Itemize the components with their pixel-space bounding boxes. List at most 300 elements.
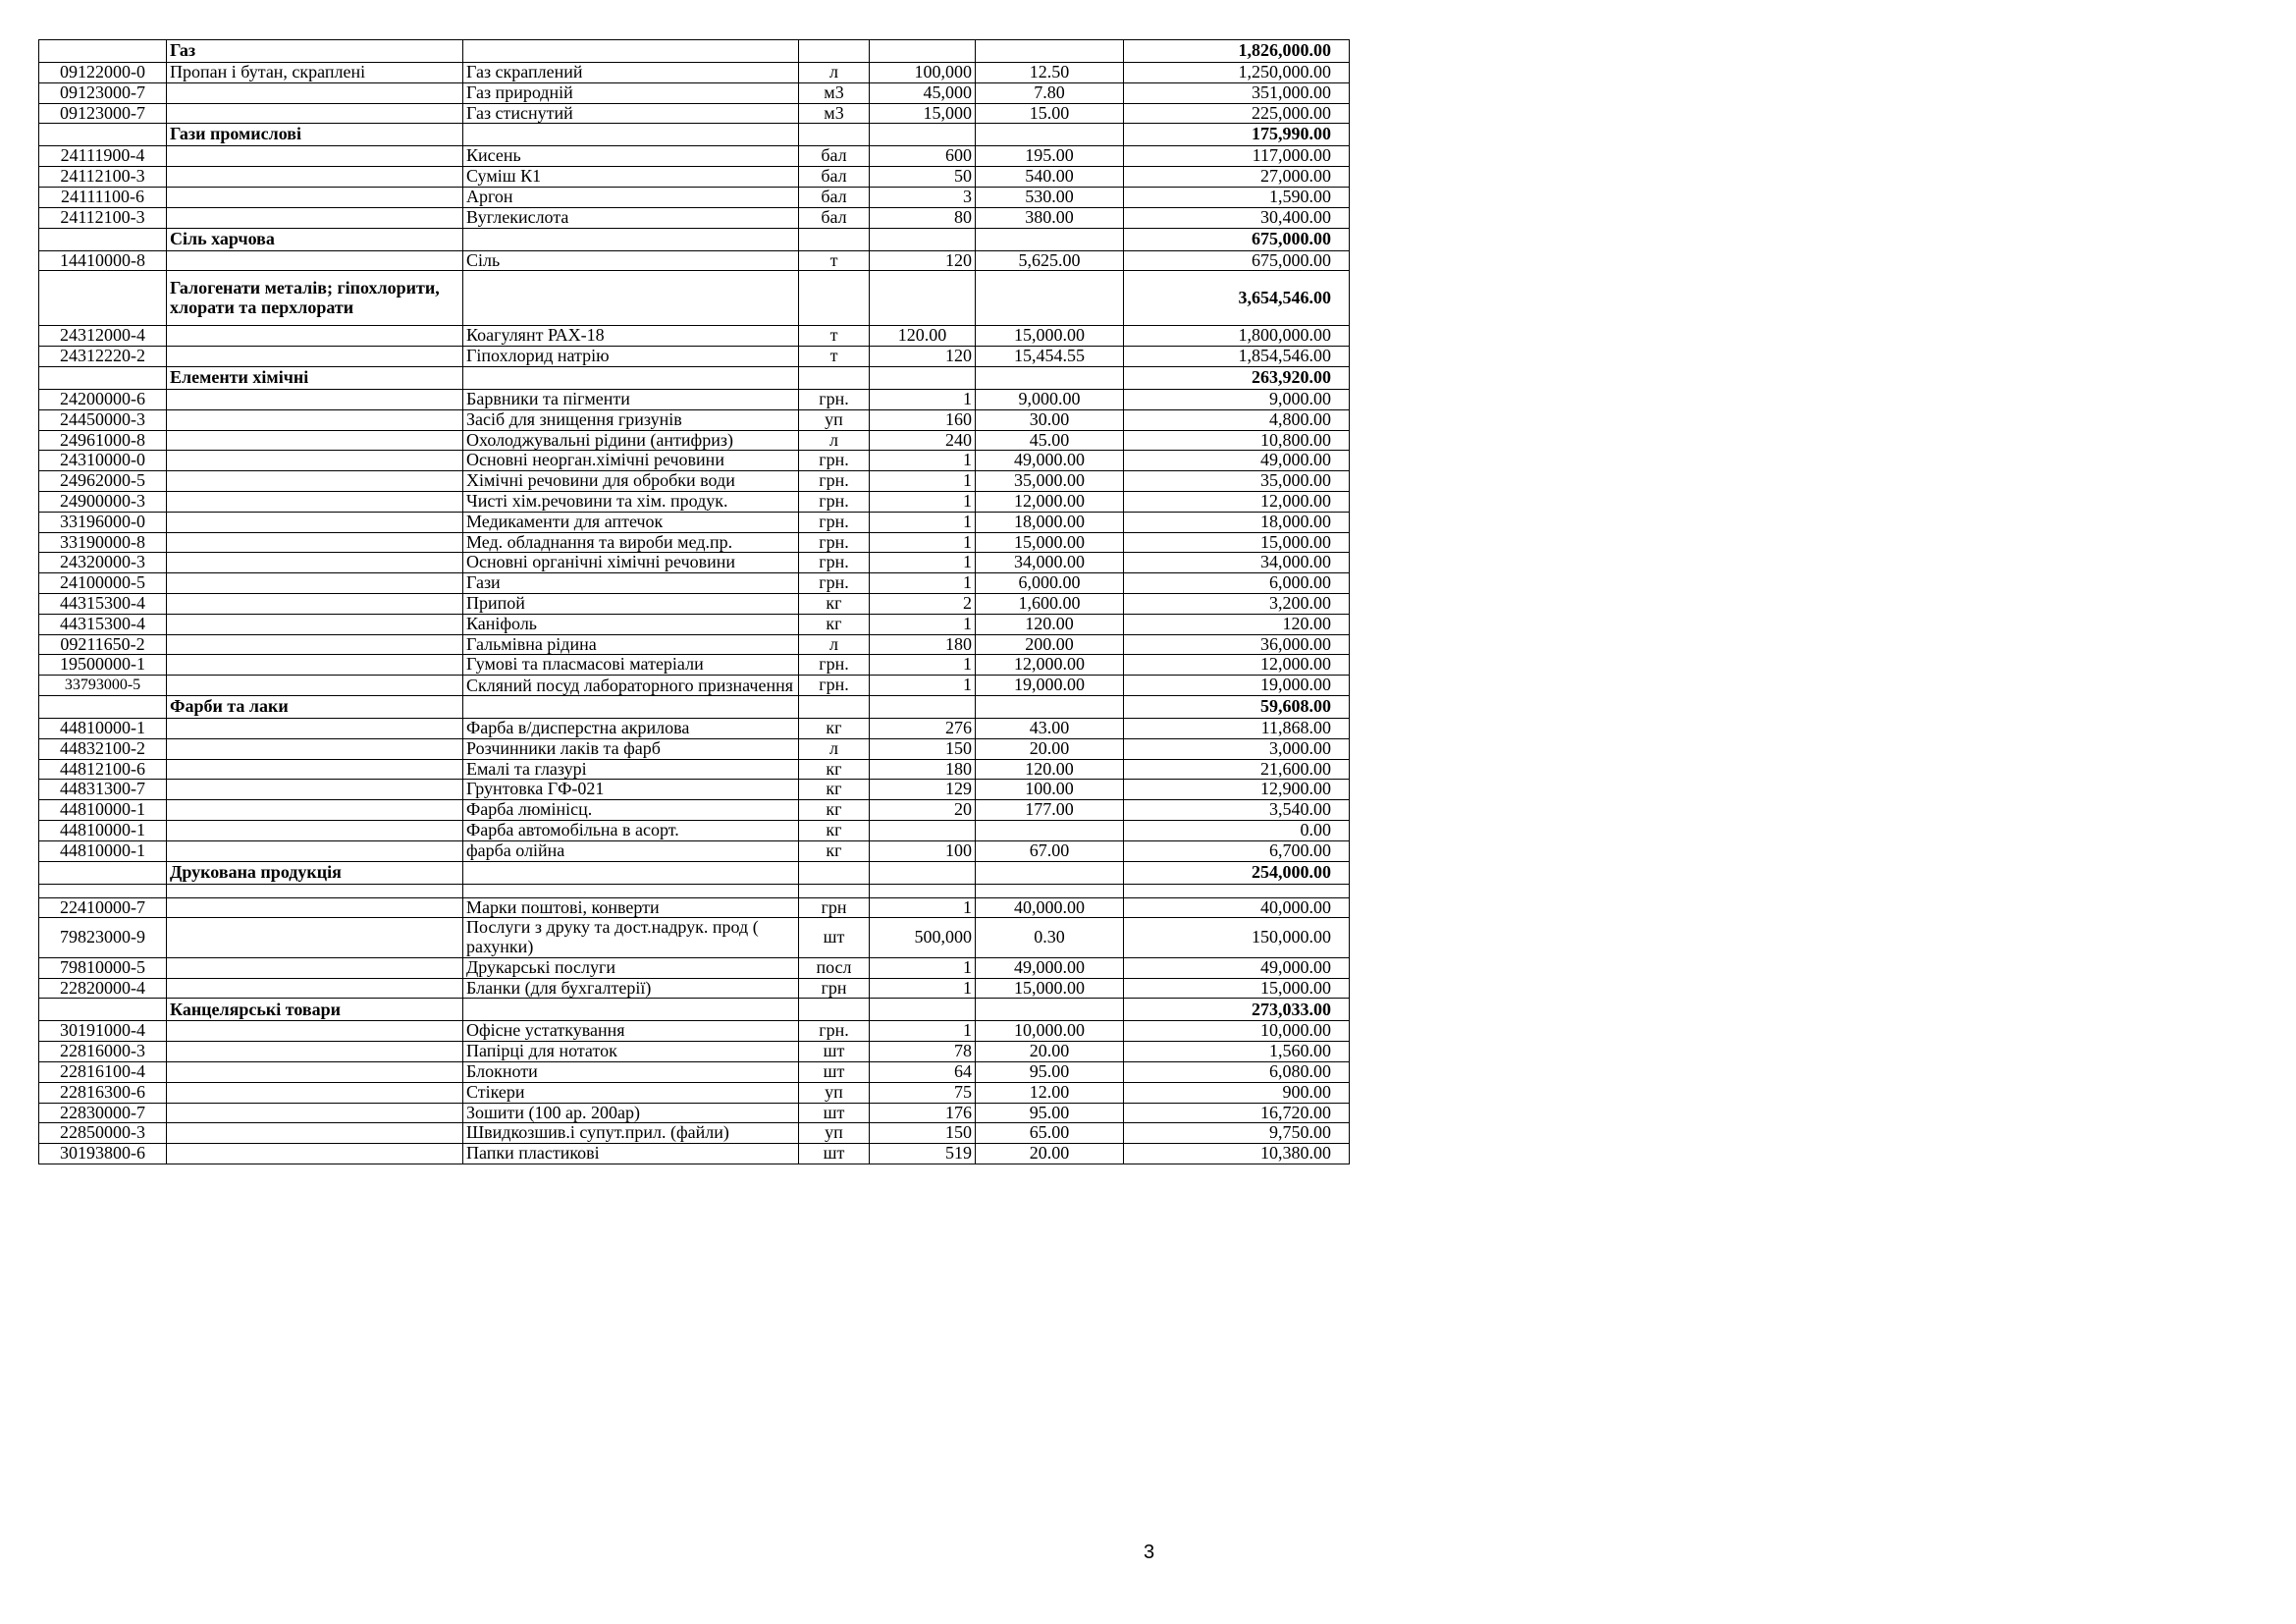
- qty-cell: [870, 884, 976, 897]
- price-cell: [976, 999, 1124, 1021]
- unit-cell: грн.: [799, 389, 870, 409]
- group-row: [39, 40, 1350, 63]
- unit-cell: т: [799, 326, 870, 347]
- code-cell: 24312000-4: [39, 326, 167, 347]
- code-cell: [39, 884, 167, 897]
- unit-cell: [799, 999, 870, 1021]
- qty-cell: 100: [870, 840, 976, 861]
- total-cell: 3,200.00: [1124, 593, 1350, 614]
- subgroup-cell: [167, 759, 463, 780]
- code-cell: 22816300-6: [39, 1082, 167, 1103]
- group-row: [39, 271, 1350, 326]
- price-cell: 120.00: [976, 759, 1124, 780]
- qty-cell: 129: [870, 780, 976, 800]
- qty-cell: [870, 40, 976, 63]
- subgroup-cell: [167, 167, 463, 188]
- price-cell: 15.00: [976, 103, 1124, 124]
- qty-cell: 50: [870, 167, 976, 188]
- total-cell: 1,854,546.00: [1124, 347, 1350, 367]
- table-row: [39, 957, 1350, 978]
- qty-cell: 15,000: [870, 103, 976, 124]
- total-cell: 9,750.00: [1124, 1123, 1350, 1144]
- price-cell: 5,625.00: [976, 250, 1124, 271]
- table-row: [39, 573, 1350, 594]
- name-cell: Чисті хім.речовини та хім. продук.: [463, 491, 799, 512]
- qty-cell: [870, 999, 976, 1021]
- price-cell: 67.00: [976, 840, 1124, 861]
- unit-cell: кг: [799, 800, 870, 821]
- code-cell: 24962000-5: [39, 471, 167, 492]
- price-cell: 0.30: [976, 918, 1124, 958]
- qty-cell: 78: [870, 1042, 976, 1062]
- qty-cell: 1: [870, 532, 976, 553]
- name-cell: Коагулянт РАХ-18: [463, 326, 799, 347]
- qty-cell: 75: [870, 1082, 976, 1103]
- group-title: Галогенати металів; гіпохлорити, хлорати та перхлорати: [167, 271, 463, 326]
- name-cell: Послуги з друку та дост.надрук. прод ( рахунки): [463, 918, 799, 958]
- subgroup-cell: [167, 82, 463, 103]
- group-row: [39, 124, 1350, 146]
- name-cell: Гіпохлорид натрію: [463, 347, 799, 367]
- subgroup-cell: [167, 718, 463, 738]
- table-row: [39, 918, 1350, 958]
- table-row: [39, 63, 1350, 83]
- page-number: 3: [1144, 1542, 1155, 1563]
- code-cell: 24112100-3: [39, 207, 167, 228]
- total-cell: 30,400.00: [1124, 207, 1350, 228]
- table-row: [39, 978, 1350, 999]
- unit-cell: шт: [799, 1062, 870, 1083]
- qty-cell: [870, 228, 976, 250]
- total-cell: 16,720.00: [1124, 1103, 1350, 1123]
- qty-cell: 176: [870, 1103, 976, 1123]
- table-row: [39, 167, 1350, 188]
- total-cell: 6,000.00: [1124, 573, 1350, 594]
- unit-cell: грн.: [799, 471, 870, 492]
- qty-cell: 1: [870, 676, 976, 696]
- price-cell: 10,000.00: [976, 1021, 1124, 1042]
- table-row: [39, 187, 1350, 207]
- price-cell: 12.00: [976, 1082, 1124, 1103]
- price-cell: 9,000.00: [976, 389, 1124, 409]
- name-cell: [463, 124, 799, 146]
- total-cell: 150,000.00: [1124, 918, 1350, 958]
- price-cell: 200.00: [976, 634, 1124, 655]
- price-cell: 43.00: [976, 718, 1124, 738]
- total-cell: 34,000.00: [1124, 553, 1350, 573]
- table-row: [39, 532, 1350, 553]
- name-cell: Розчинники лаків та фарб: [463, 738, 799, 759]
- unit-cell: т: [799, 347, 870, 367]
- total-cell: 6,700.00: [1124, 840, 1350, 861]
- code-cell: 44810000-1: [39, 800, 167, 821]
- qty-cell: 500,000: [870, 918, 976, 958]
- unit-cell: грн.: [799, 532, 870, 553]
- qty-cell: 1: [870, 957, 976, 978]
- name-cell: Вуглекислота: [463, 207, 799, 228]
- table-row: [39, 82, 1350, 103]
- unit-cell: шт: [799, 1103, 870, 1123]
- subgroup-cell: [167, 553, 463, 573]
- unit-cell: кг: [799, 820, 870, 840]
- unit-cell: грн.: [799, 676, 870, 696]
- qty-cell: 1: [870, 573, 976, 594]
- price-cell: [976, 40, 1124, 63]
- unit-cell: грн.: [799, 573, 870, 594]
- table-row: [39, 1123, 1350, 1144]
- unit-cell: посл: [799, 957, 870, 978]
- name-cell: Фарба автомобільна в асорт.: [463, 820, 799, 840]
- group-title: Гази промислові: [167, 124, 463, 146]
- code-cell: 22816100-4: [39, 1062, 167, 1083]
- total-cell: 12,900.00: [1124, 780, 1350, 800]
- code-cell: 44810000-1: [39, 820, 167, 840]
- qty-cell: 80: [870, 207, 976, 228]
- price-cell: 20.00: [976, 1144, 1124, 1164]
- total-cell: 1,800,000.00: [1124, 326, 1350, 347]
- subgroup-cell: [167, 389, 463, 409]
- table-row: [39, 780, 1350, 800]
- code-cell: 44831300-7: [39, 780, 167, 800]
- subgroup-cell: [167, 1123, 463, 1144]
- total-cell: [1124, 884, 1350, 897]
- total-cell: 49,000.00: [1124, 451, 1350, 471]
- subgroup-cell: [167, 573, 463, 594]
- unit-cell: грн.: [799, 655, 870, 676]
- qty-cell: 519: [870, 1144, 976, 1164]
- code-cell: 44832100-2: [39, 738, 167, 759]
- subgroup-cell: [167, 820, 463, 840]
- procurement-table: [38, 39, 1350, 1164]
- name-cell: [463, 695, 799, 718]
- price-cell: [976, 695, 1124, 718]
- group-title: Сіль харчова: [167, 228, 463, 250]
- unit-cell: [799, 271, 870, 326]
- code-cell: 09122000-0: [39, 63, 167, 83]
- group-title: Друкована продукція: [167, 861, 463, 884]
- unit-cell: кг: [799, 614, 870, 634]
- qty-cell: 120: [870, 250, 976, 271]
- unit-cell: уп: [799, 1082, 870, 1103]
- qty-cell: 3: [870, 187, 976, 207]
- qty-cell: 180: [870, 759, 976, 780]
- group-total: 175,990.00: [1124, 124, 1350, 146]
- total-cell: 40,000.00: [1124, 897, 1350, 918]
- qty-cell: 1: [870, 553, 976, 573]
- subgroup-cell: [167, 957, 463, 978]
- price-cell: 12,000.00: [976, 655, 1124, 676]
- price-cell: 65.00: [976, 1123, 1124, 1144]
- total-cell: 49,000.00: [1124, 957, 1350, 978]
- qty-cell: 20: [870, 800, 976, 821]
- total-cell: 19,000.00: [1124, 676, 1350, 696]
- group-row: [39, 861, 1350, 884]
- price-cell: 20.00: [976, 1042, 1124, 1062]
- name-cell: Кисень: [463, 146, 799, 167]
- total-cell: 3,540.00: [1124, 800, 1350, 821]
- unit-cell: л: [799, 634, 870, 655]
- price-cell: [976, 820, 1124, 840]
- code-cell: [39, 366, 167, 389]
- qty-cell: 160: [870, 409, 976, 430]
- group-row: [39, 366, 1350, 389]
- unit-cell: кг: [799, 593, 870, 614]
- subgroup-cell: [167, 326, 463, 347]
- name-cell: [463, 228, 799, 250]
- subgroup-cell: [167, 800, 463, 821]
- code-cell: 19500000-1: [39, 655, 167, 676]
- table-row: [39, 409, 1350, 430]
- code-cell: 22816000-3: [39, 1042, 167, 1062]
- qty-cell: 64: [870, 1062, 976, 1083]
- code-cell: 30191000-4: [39, 1021, 167, 1042]
- subgroup-cell: [167, 1042, 463, 1062]
- name-cell: [463, 366, 799, 389]
- code-cell: 24200000-6: [39, 389, 167, 409]
- name-cell: [463, 999, 799, 1021]
- unit-cell: л: [799, 430, 870, 451]
- table-row: [39, 326, 1350, 347]
- table-row: [39, 553, 1350, 573]
- total-cell: 675,000.00: [1124, 250, 1350, 271]
- qty-cell: 120: [870, 347, 976, 367]
- price-cell: 7.80: [976, 82, 1124, 103]
- price-cell: 49,000.00: [976, 451, 1124, 471]
- code-cell: 79823000-9: [39, 918, 167, 958]
- total-cell: 10,000.00: [1124, 1021, 1350, 1042]
- subgroup-cell: [167, 1021, 463, 1042]
- subgroup-cell: [167, 207, 463, 228]
- name-cell: Емалі та глазурі: [463, 759, 799, 780]
- code-cell: 22830000-7: [39, 1103, 167, 1123]
- table-row: [39, 800, 1350, 821]
- code-cell: [39, 861, 167, 884]
- code-cell: 14410000-8: [39, 250, 167, 271]
- subgroup-cell: [167, 1082, 463, 1103]
- total-cell: 27,000.00: [1124, 167, 1350, 188]
- unit-cell: кг: [799, 759, 870, 780]
- price-cell: 177.00: [976, 800, 1124, 821]
- code-cell: 44315300-4: [39, 614, 167, 634]
- price-cell: 12,000.00: [976, 491, 1124, 512]
- group-total: 1,826,000.00: [1124, 40, 1350, 63]
- price-cell: 95.00: [976, 1103, 1124, 1123]
- code-cell: 24310000-0: [39, 451, 167, 471]
- qty-cell: 150: [870, 738, 976, 759]
- name-cell: Друкарські послуги: [463, 957, 799, 978]
- code-cell: 22410000-7: [39, 897, 167, 918]
- unit-cell: [799, 124, 870, 146]
- table-row: [39, 1042, 1350, 1062]
- table-row: [39, 738, 1350, 759]
- price-cell: 45.00: [976, 430, 1124, 451]
- unit-cell: бал: [799, 207, 870, 228]
- group-title: Канцелярські товари: [167, 999, 463, 1021]
- price-cell: 20.00: [976, 738, 1124, 759]
- total-cell: 4,800.00: [1124, 409, 1350, 430]
- total-cell: 120.00: [1124, 614, 1350, 634]
- group-title: Газ: [167, 40, 463, 63]
- unit-cell: т: [799, 250, 870, 271]
- code-cell: 33190000-8: [39, 532, 167, 553]
- total-cell: 10,800.00: [1124, 430, 1350, 451]
- code-cell: [39, 999, 167, 1021]
- qty-cell: 1: [870, 614, 976, 634]
- table-row: [39, 593, 1350, 614]
- table-row: [39, 347, 1350, 367]
- table-row: [39, 491, 1350, 512]
- name-cell: Грунтовка ГФ-021: [463, 780, 799, 800]
- table-row: [39, 897, 1350, 918]
- name-cell: [463, 884, 799, 897]
- price-cell: 380.00: [976, 207, 1124, 228]
- code-cell: [39, 228, 167, 250]
- group-total: 273,033.00: [1124, 999, 1350, 1021]
- qty-cell: 600: [870, 146, 976, 167]
- name-cell: Аргон: [463, 187, 799, 207]
- unit-cell: грн.: [799, 1021, 870, 1042]
- group-row: [39, 999, 1350, 1021]
- unit-cell: кг: [799, 840, 870, 861]
- subgroup-cell: [167, 634, 463, 655]
- table-row: [39, 1103, 1350, 1123]
- unit-cell: м3: [799, 82, 870, 103]
- subgroup-cell: [167, 593, 463, 614]
- price-cell: 12.50: [976, 63, 1124, 83]
- name-cell: [463, 271, 799, 326]
- unit-cell: бал: [799, 146, 870, 167]
- total-cell: 900.00: [1124, 1082, 1350, 1103]
- name-cell: Папірці для нотаток: [463, 1042, 799, 1062]
- unit-cell: грн.: [799, 491, 870, 512]
- subgroup-cell: [167, 430, 463, 451]
- price-cell: 34,000.00: [976, 553, 1124, 573]
- table-row: [39, 146, 1350, 167]
- name-cell: Гази: [463, 573, 799, 594]
- total-cell: 6,080.00: [1124, 1062, 1350, 1083]
- unit-cell: шт: [799, 1144, 870, 1164]
- code-cell: 24900000-3: [39, 491, 167, 512]
- qty-cell: 1: [870, 491, 976, 512]
- price-cell: 15,000.00: [976, 326, 1124, 347]
- table-row: [39, 614, 1350, 634]
- unit-cell: [799, 366, 870, 389]
- subgroup-cell: [167, 1062, 463, 1083]
- table-row: [39, 759, 1350, 780]
- price-cell: 15,000.00: [976, 532, 1124, 553]
- subgroup-cell: [167, 146, 463, 167]
- subgroup-cell: [167, 840, 463, 861]
- qty-cell: 1: [870, 512, 976, 532]
- table-row: [39, 1062, 1350, 1083]
- price-cell: [976, 884, 1124, 897]
- price-cell: 19,000.00: [976, 676, 1124, 696]
- qty-cell: 150: [870, 1123, 976, 1144]
- code-cell: 24111100-6: [39, 187, 167, 207]
- subgroup-cell: [167, 1144, 463, 1164]
- code-cell: 24320000-3: [39, 553, 167, 573]
- name-cell: Каніфоль: [463, 614, 799, 634]
- subgroup-cell: [167, 512, 463, 532]
- table-row: [39, 471, 1350, 492]
- unit-cell: шт: [799, 1042, 870, 1062]
- unit-cell: [799, 884, 870, 897]
- subgroup-cell: [167, 187, 463, 207]
- code-cell: 24961000-8: [39, 430, 167, 451]
- price-cell: [976, 124, 1124, 146]
- table-row: [39, 512, 1350, 532]
- total-cell: 35,000.00: [1124, 471, 1350, 492]
- name-cell: Основні органічні хімічні речовини: [463, 553, 799, 573]
- table-row: [39, 1144, 1350, 1164]
- qty-cell: 276: [870, 718, 976, 738]
- code-cell: 24112100-3: [39, 167, 167, 188]
- subgroup-cell: [167, 1103, 463, 1123]
- table-row: [39, 451, 1350, 471]
- name-cell: Марки поштові, конверти: [463, 897, 799, 918]
- group-title: Елементи хімічні: [167, 366, 463, 389]
- total-cell: 1,590.00: [1124, 187, 1350, 207]
- qty-cell: 1: [870, 897, 976, 918]
- table-row: [39, 655, 1350, 676]
- name-cell: Зошити (100 ар. 200ар): [463, 1103, 799, 1123]
- name-cell: Гальмівна рідина: [463, 634, 799, 655]
- total-cell: 117,000.00: [1124, 146, 1350, 167]
- subgroup-cell: [167, 655, 463, 676]
- price-cell: 100.00: [976, 780, 1124, 800]
- unit-cell: грн.: [799, 451, 870, 471]
- total-cell: 9,000.00: [1124, 389, 1350, 409]
- group-total: 675,000.00: [1124, 228, 1350, 250]
- group-cell: [167, 884, 463, 897]
- code-cell: 33793000-5: [39, 676, 167, 696]
- subgroup-cell: [167, 471, 463, 492]
- name-cell: Швидкозшив.і супут.прил. (файли): [463, 1123, 799, 1144]
- subgroup-cell: [167, 614, 463, 634]
- subgroup-cell: [167, 978, 463, 999]
- qty-cell: [870, 695, 976, 718]
- price-cell: [976, 366, 1124, 389]
- unit-cell: грн: [799, 978, 870, 999]
- unit-cell: уп: [799, 409, 870, 430]
- name-cell: Бланки (для бухгалтерії): [463, 978, 799, 999]
- price-cell: 15,000.00: [976, 978, 1124, 999]
- name-cell: Скляний посуд лабораторного призначення: [463, 676, 799, 696]
- total-cell: 11,868.00: [1124, 718, 1350, 738]
- name-cell: Медикаменти для аптечок: [463, 512, 799, 532]
- group-title: Фарби та лаки: [167, 695, 463, 718]
- subgroup-cell: [167, 738, 463, 759]
- name-cell: Блокноти: [463, 1062, 799, 1083]
- qty-cell: 180: [870, 634, 976, 655]
- unit-cell: [799, 40, 870, 63]
- qty-cell: [870, 124, 976, 146]
- qty-cell: 240: [870, 430, 976, 451]
- subgroup-cell: Пропан і бутан, скраплені: [167, 63, 463, 83]
- name-cell: Газ природній: [463, 82, 799, 103]
- price-cell: 30.00: [976, 409, 1124, 430]
- total-cell: 36,000.00: [1124, 634, 1350, 655]
- table-row: [39, 103, 1350, 124]
- code-cell: 79810000-5: [39, 957, 167, 978]
- table-row: [39, 430, 1350, 451]
- code-cell: 22850000-3: [39, 1123, 167, 1144]
- code-cell: [39, 271, 167, 326]
- price-cell: 15,454.55: [976, 347, 1124, 367]
- price-cell: [976, 228, 1124, 250]
- price-cell: 35,000.00: [976, 471, 1124, 492]
- price-cell: 195.00: [976, 146, 1124, 167]
